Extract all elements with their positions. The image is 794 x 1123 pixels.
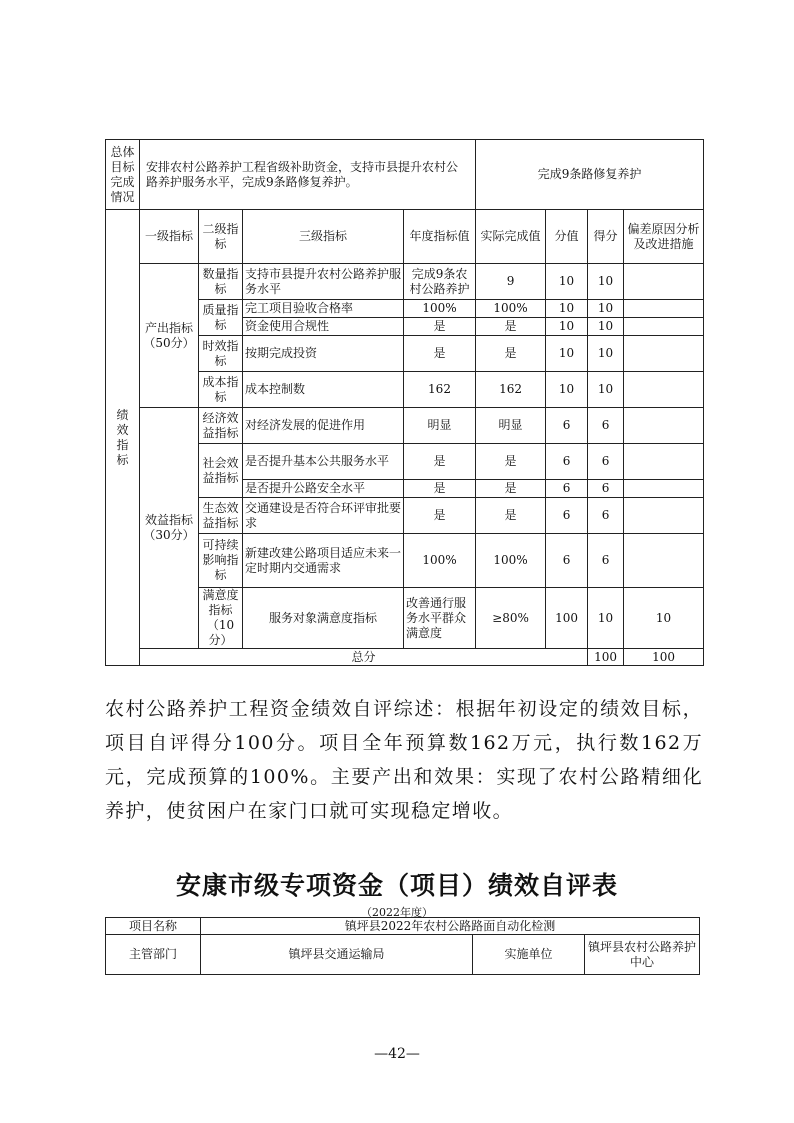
row-target: ≥80%: [476, 588, 546, 649]
row-target: 明显: [404, 408, 476, 444]
row-l3: 改善通行服务水平群众满意度: [404, 588, 476, 649]
row-score: 10: [546, 264, 588, 300]
row-got: 6: [588, 408, 624, 444]
row-l3: 是否提升基本公共服务水平: [243, 444, 404, 480]
row-actual: 100%: [476, 534, 546, 588]
row-target: 是: [404, 444, 476, 480]
row-score: 10: [588, 588, 624, 649]
row-got: 10: [588, 264, 624, 300]
row-target: 是: [404, 318, 476, 336]
row-note: [624, 318, 704, 336]
row-l2: 成本指标: [199, 372, 243, 408]
row-l3: 成本控制数: [243, 372, 404, 408]
row-note: [624, 300, 704, 318]
row-l2: 社会效益指标: [199, 444, 243, 498]
row-score: 10: [546, 318, 588, 336]
row-actual: 是: [476, 480, 546, 498]
row-actual: 100: [546, 588, 588, 649]
dept-value: 镇坪县交通运输局: [201, 935, 473, 975]
row-note: [624, 372, 704, 408]
row-l3: 对经济发展的促进作用: [243, 408, 404, 444]
row-note: [624, 444, 704, 480]
row-score: 6: [546, 408, 588, 444]
row-got: 10: [588, 336, 624, 372]
row-got: 10: [588, 318, 624, 336]
overall-target: 安排农村公路养护工程省级补助资金，支持市县提升农村公路养护服务水平，完成9条路修复养护。: [140, 140, 476, 210]
total-label: 总分: [140, 649, 588, 666]
row-l2: 时效指标: [199, 336, 243, 372]
row-note: [624, 480, 704, 498]
row-got: 6: [588, 480, 624, 498]
row-score: 6: [546, 480, 588, 498]
row-actual: 162: [476, 372, 546, 408]
row-l3: 按期完成投资: [243, 336, 404, 372]
unit-value: 镇坪县农村公路养护中心: [585, 935, 700, 975]
page-number: —42—: [374, 1046, 420, 1062]
form-title: 安康市级专项资金（项目）绩效自评表: [175, 871, 618, 900]
evaluation-summary: 农村公路养护工程资金绩效自评综述：根据年初设定的绩效目标，项目自评得分100分。项目全年预算数162万元，执行数162万元，完成预算的100%。主要产出和效果：实现了农村公路精细化养护，使贫困户在家门口就可实现稳定增收。: [105, 698, 703, 822]
row-l2: 可持续影响指标: [199, 534, 243, 588]
satisfaction-label: 满意度指标（10分）: [199, 588, 243, 649]
perf-indicator-label: 绩效指标: [106, 210, 140, 666]
row-score: 10: [546, 300, 588, 318]
row-got: 10: [624, 588, 704, 649]
overall-label: 总体目标完成情况: [106, 140, 140, 210]
row-actual: 是: [476, 336, 546, 372]
header-level3: 三级指标: [243, 210, 404, 264]
row-actual: 是: [476, 444, 546, 480]
row-note: [624, 498, 704, 534]
row-target: 162: [404, 372, 476, 408]
row-actual: 100%: [476, 300, 546, 318]
row-actual: 是: [476, 498, 546, 534]
unit-label: 实施单位: [473, 935, 585, 975]
row-l3: 是否提升公路安全水平: [243, 480, 404, 498]
output-label: 产出指标（50分）: [140, 264, 199, 408]
header-target: 年度指标值: [404, 210, 476, 264]
project-name-label: 项目名称: [106, 918, 201, 935]
row-l3: 支持市县提升农村公路养护服务水平: [243, 264, 404, 300]
row-l3: 资金使用合规性: [243, 318, 404, 336]
row-note: [624, 408, 704, 444]
header-got: 得分: [588, 210, 624, 264]
row-target: 完成9条农村公路养护: [404, 264, 476, 300]
row-score: 6: [546, 498, 588, 534]
row-actual: 9: [476, 264, 546, 300]
total-got: 100: [624, 649, 704, 666]
row-score: 10: [546, 336, 588, 372]
row-got: 6: [588, 444, 624, 480]
row-got: 10: [588, 372, 624, 408]
row-l2: 质量指标: [199, 300, 243, 336]
row-got: 6: [588, 534, 624, 588]
row-target: 是: [404, 498, 476, 534]
row-actual: 明显: [476, 408, 546, 444]
row-l3: 新建改建公路项目适应未来一定时期内交通需求: [243, 534, 404, 588]
row-l2: 生态效益指标: [199, 498, 243, 534]
form-year: （2022年度）: [361, 906, 433, 919]
row-l3: 交通建设是否符合环评审批要求: [243, 498, 404, 534]
row-l3: 完工项目验收合格率: [243, 300, 404, 318]
row-target: 100%: [404, 534, 476, 588]
row-target: 100%: [404, 300, 476, 318]
overall-actual: 完成9条路修复养护: [476, 140, 704, 210]
row-l2: 数量指标: [199, 264, 243, 300]
row-got: 6: [588, 498, 624, 534]
project-name-value: 镇坪县2022年农村公路路面自动化检测: [201, 918, 700, 935]
header-level2: 二级指标: [199, 210, 243, 264]
dept-label: 主管部门: [106, 935, 201, 975]
row-l2: 经济效益指标: [199, 408, 243, 444]
row-note: [624, 336, 704, 372]
header-level1: 一级指标: [140, 210, 199, 264]
benefit-label: 效益指标（30分）: [140, 408, 199, 649]
total-score: 100: [588, 649, 624, 666]
project-info-table: [105, 917, 700, 975]
row-note: [624, 534, 704, 588]
header-actual: 实际完成值: [476, 210, 546, 264]
row-note: [624, 264, 704, 300]
row-got: 10: [588, 300, 624, 318]
row-target: 是: [404, 480, 476, 498]
row-target: 是: [404, 336, 476, 372]
row-actual: 是: [476, 318, 546, 336]
row-score: 6: [546, 534, 588, 588]
row-l2: 服务对象满意度指标: [243, 588, 404, 649]
performance-table: [105, 139, 704, 666]
header-score: 分值: [546, 210, 588, 264]
row-score: 6: [546, 444, 588, 480]
row-score: 10: [546, 372, 588, 408]
header-deviation: 偏差原因分析及改进措施: [624, 210, 704, 264]
